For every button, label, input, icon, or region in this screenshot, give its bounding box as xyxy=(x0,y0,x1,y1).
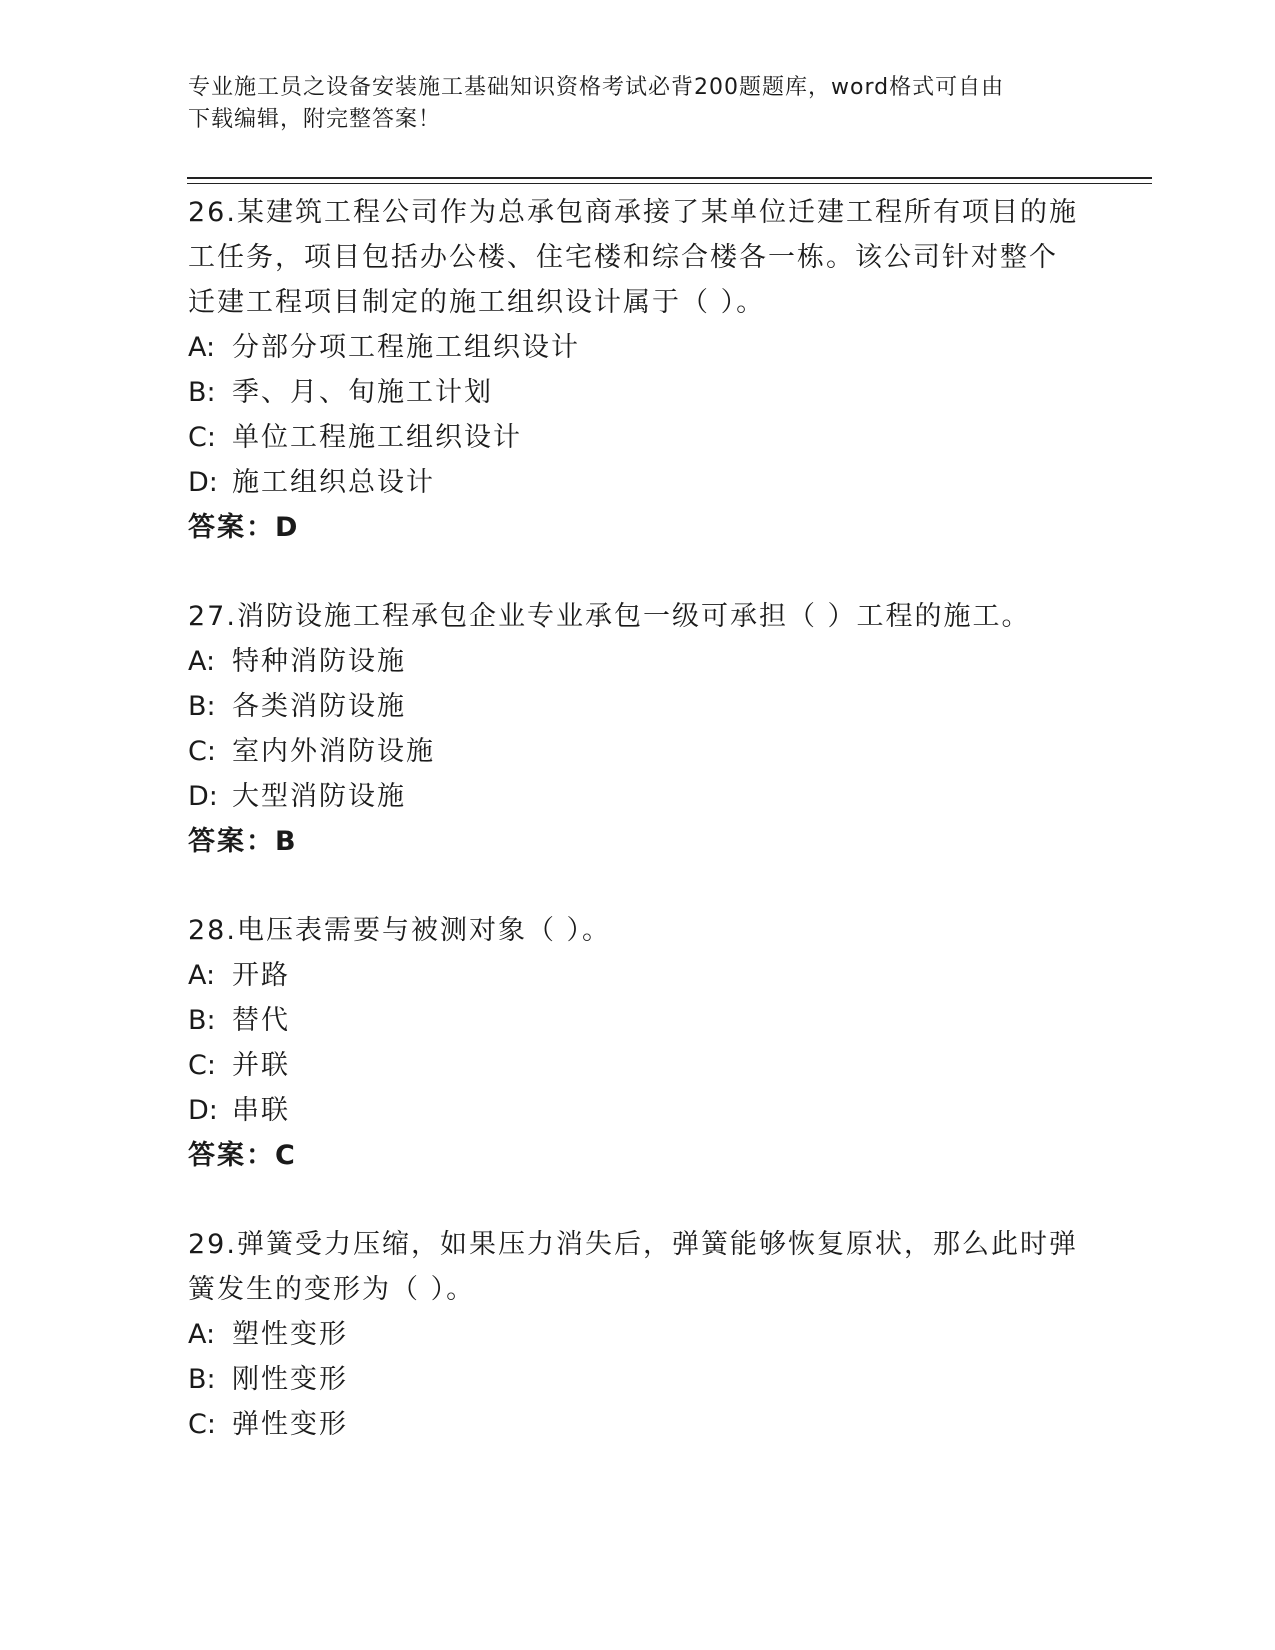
option-a xyxy=(188,639,1088,684)
answer-line: 答案：C xyxy=(188,1140,297,1171)
header-line-1: 专业施工员之设备安装施工基础知识资格考试必背200题题库，word格式可自由 xyxy=(188,75,1005,100)
option-text: 分部分项工程施工组织设计 xyxy=(232,332,580,363)
question-text: 29.弹簧受力压缩，如果压力消失后，弹簧能够恢复原状，那么此时弹 xyxy=(188,1229,1078,1260)
header-rule-thin xyxy=(187,183,1152,184)
option-letter: C: xyxy=(188,736,216,767)
option-d xyxy=(188,460,1088,505)
option-text: 弹性变形 xyxy=(232,1409,348,1440)
option-text: 特种消防设施 xyxy=(232,646,406,677)
option-letter: A: xyxy=(188,1319,216,1350)
option-letter: C: xyxy=(188,1409,216,1440)
option-c xyxy=(188,415,1088,460)
option-text: 室内外消防设施 xyxy=(232,736,435,767)
option-c xyxy=(188,1043,1088,1088)
question-28 xyxy=(188,908,1088,1178)
option-letter: B: xyxy=(188,1364,216,1395)
option-c xyxy=(188,1402,1088,1447)
question-text-line: 工任务，项目包括办公楼、住宅楼和综合楼各一栋。该公司针对整个 xyxy=(188,242,1058,273)
option-d xyxy=(188,774,1088,819)
option-letter: D: xyxy=(188,467,218,498)
option-a xyxy=(188,953,1088,998)
question-26 xyxy=(188,190,1088,550)
option-text: 施工组织总设计 xyxy=(232,467,435,498)
question-29 xyxy=(188,1222,1088,1447)
option-text: 单位工程施工组织设计 xyxy=(232,422,522,453)
option-text: 大型消防设施 xyxy=(232,781,406,812)
option-letter: C: xyxy=(188,422,216,453)
question-number: 28. xyxy=(188,915,237,946)
answer-line: 答案：D xyxy=(188,512,300,543)
option-text: 季、月、旬施工计划 xyxy=(232,377,493,408)
option-d xyxy=(188,1088,1088,1133)
option-letter: A: xyxy=(188,646,216,677)
option-letter: B: xyxy=(188,691,216,722)
option-text: 各类消防设施 xyxy=(232,691,406,722)
option-b xyxy=(188,998,1088,1043)
option-b xyxy=(188,684,1088,729)
question-text: 28.电压表需要与被测对象（ ）。 xyxy=(188,915,612,946)
option-text: 替代 xyxy=(232,1005,290,1036)
option-letter: B: xyxy=(188,377,216,408)
question-27 xyxy=(188,594,1088,864)
question-number: 26. xyxy=(188,197,237,228)
option-a xyxy=(188,325,1088,370)
question-number: 29. xyxy=(188,1229,237,1260)
option-text: 刚性变形 xyxy=(232,1364,348,1395)
question-text-line: 簧发生的变形为（ ）。 xyxy=(188,1274,476,1305)
option-a xyxy=(188,1312,1088,1357)
option-letter: C: xyxy=(188,1050,216,1081)
option-letter: D: xyxy=(188,781,218,812)
option-letter: A: xyxy=(188,960,216,991)
question-number: 27. xyxy=(188,601,237,632)
option-letter: D: xyxy=(188,1095,218,1126)
option-text: 并联 xyxy=(232,1050,290,1081)
answer-line: 答案：B xyxy=(188,826,298,857)
question-text: 26.某建筑工程公司作为总承包商承接了某单位迁建工程所有项目的施 xyxy=(188,197,1078,228)
option-text: 串联 xyxy=(232,1095,290,1126)
question-text-line: 迁建工程项目制定的施工组织设计属于（ ）。 xyxy=(188,287,766,318)
header-line-2: 下载编辑，附完整答案！ xyxy=(188,107,442,132)
option-letter: B: xyxy=(188,1005,216,1036)
option-b xyxy=(188,370,1088,415)
option-c xyxy=(188,729,1088,774)
question-list xyxy=(188,190,1088,1447)
question-text: 27.消防设施工程承包企业专业承包一级可承担（ ）工程的施工。 xyxy=(188,601,1031,632)
option-text: 塑性变形 xyxy=(232,1319,348,1350)
option-b xyxy=(188,1357,1088,1402)
header-rule-thick xyxy=(187,177,1152,179)
document-header xyxy=(188,72,1068,136)
option-letter: A: xyxy=(188,332,216,363)
option-text: 开路 xyxy=(232,960,290,991)
